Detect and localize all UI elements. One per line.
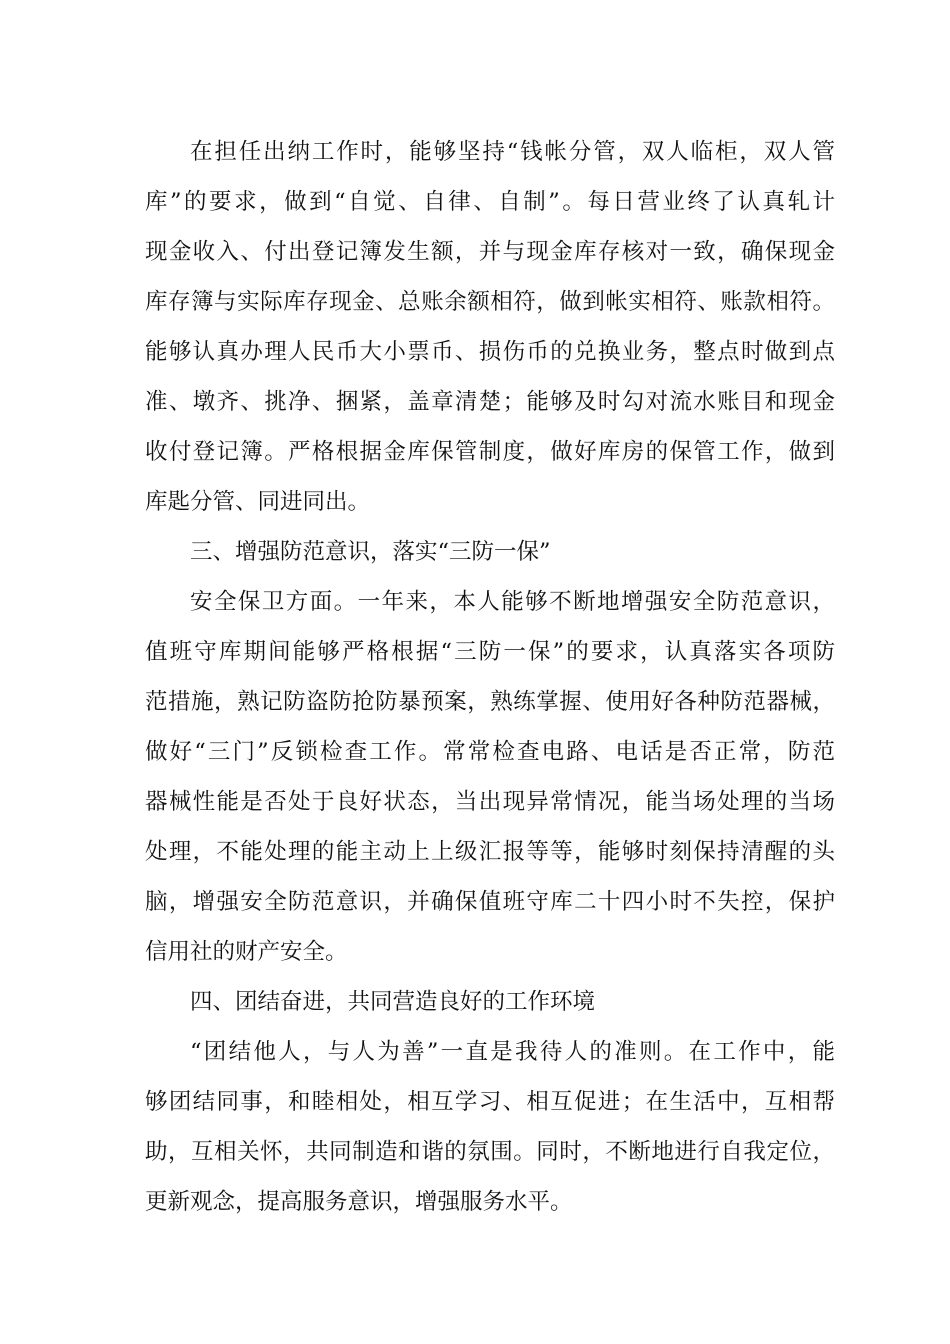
paragraph-1-line-8: 库匙分管、同进同出。 [145, 489, 371, 515]
paragraph-1-line-7: 收付登记簿。严格根据金库保管制度，做好库房的保管工作，做到 [145, 439, 835, 465]
paragraph-2-line-2: 值班守库期间能够严格根据“三防一保”的要求，认真落实各项防 [145, 639, 835, 665]
paragraph-1-line-1: 在担任出纳工作时，能够坚持“钱帐分管，双人临柜，双人管 [190, 139, 835, 165]
section-heading-3: 三、增强防范意识，落实“三防一保” [190, 539, 551, 565]
paragraph-2-line-6: 处理，不能处理的能主动上上级汇报等等，能够时刻保持清醒的头 [145, 839, 835, 865]
paragraph-1-line-2: 库”的要求，做到“自觉、自律、自制”。每日营业终了认真轧计 [145, 189, 835, 215]
paragraph-2-line-1: 安全保卫方面。一年来，本人能够不断地增强安全防范意识， [190, 589, 835, 615]
paragraph-2-line-7: 脑，增强安全防范意识，并确保值班守库二十四小时不失控，保护 [145, 889, 835, 915]
paragraph-1-line-5: 能够认真办理人民币大小票币、损伤币的兑换业务，整点时做到点 [145, 339, 835, 365]
section-heading-4: 四、团结奋进，共同营造良好的工作环境 [190, 989, 596, 1015]
paragraph-2-line-8: 信用社的财产安全。 [145, 939, 348, 965]
paragraph-2-line-4: 做好“三门”反锁检查工作。常常检查电路、电话是否正常，防范 [145, 739, 835, 765]
paragraph-1-line-3: 现金收入、付出登记簿发生额，并与现金库存核对一致，确保现金 [145, 239, 835, 265]
paragraph-2-line-5: 器械性能是否处于良好状态，当出现异常情况，能当场处理的当场 [145, 789, 835, 815]
paragraph-3-line-3: 助，互相关怀，共同制造和谐的氛围。同时，不断地进行自我定位， [145, 1139, 835, 1165]
paragraph-3-line-1: “团结他人，与人为善”一直是我待人的准则。在工作中，能 [190, 1039, 835, 1065]
paragraph-2-line-3: 范措施，熟记防盗防抢防暴预案，熟练掌握、使用好各种防范器械， [145, 689, 835, 715]
paragraph-1-line-4: 库存簿与实际库存现金、总账余额相符，做到帐实相符、账款相符。 [145, 289, 835, 315]
paragraph-1-line-6: 准、墩齐、挑净、捆紧，盖章清楚；能够及时勾对流水账目和现金 [145, 389, 835, 415]
paragraph-3-line-2: 够团结同事，和睦相处，相互学习、相互促进；在生活中，互相帮 [145, 1089, 835, 1115]
paragraph-3-line-4: 更新观念，提高服务意识，增强服务水平。 [145, 1189, 573, 1215]
